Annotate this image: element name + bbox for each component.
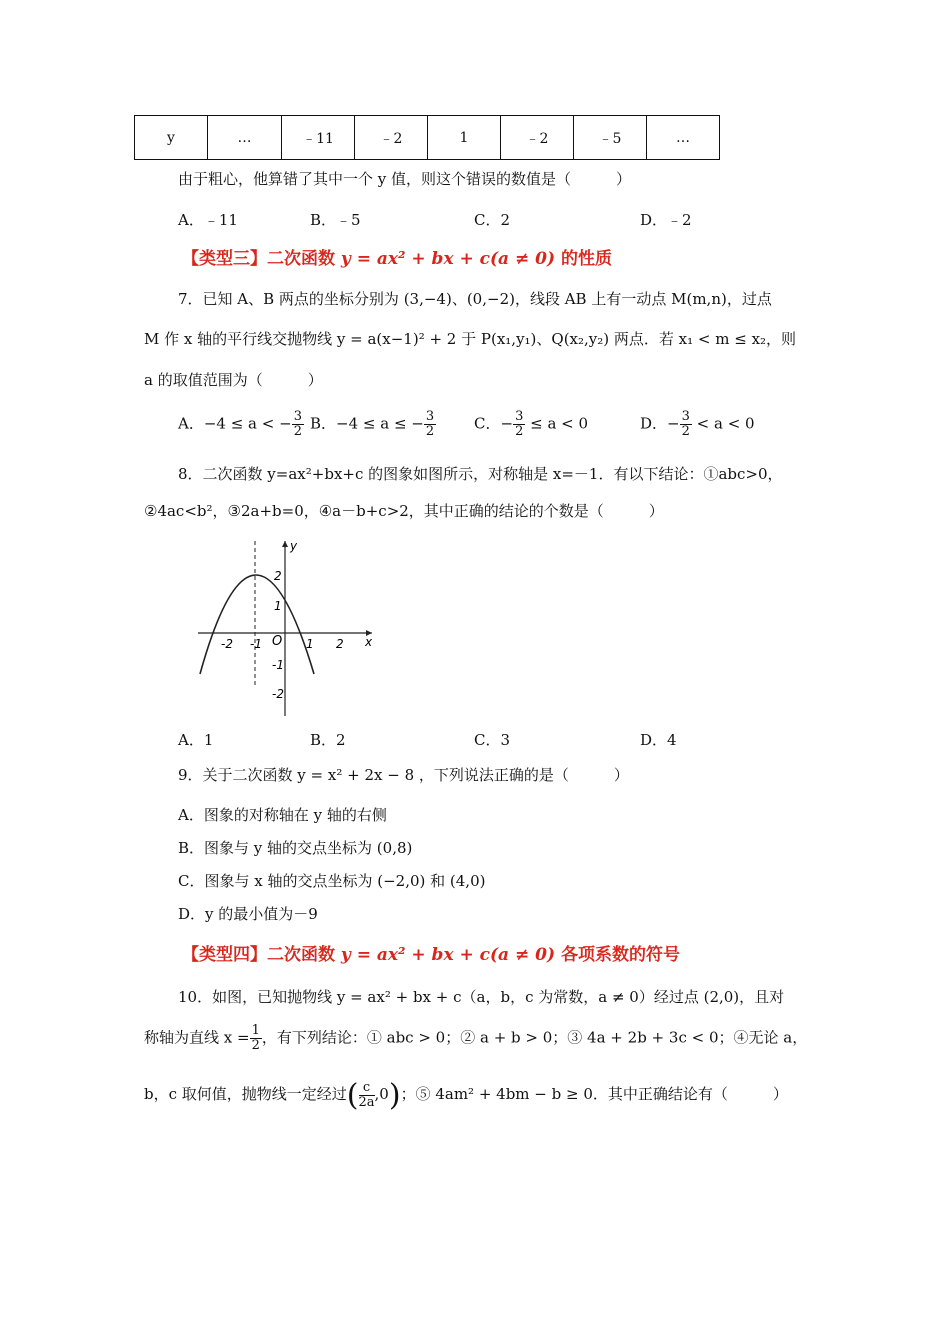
table-cell: 1	[428, 116, 501, 160]
question-9-stem: 9．关于二次函数 y = x² + 2x − 8 ，下列说法正确的是（ ）	[178, 766, 629, 784]
option-d: D．y 的最小值为－9	[178, 905, 318, 923]
fraction-num: c	[359, 1081, 375, 1096]
option-expr: −	[667, 414, 680, 433]
text-segment: b，c 取何值，抛物线一定经过	[144, 1085, 347, 1103]
paren-open: (	[346, 1078, 359, 1113]
table-cell: ﹣2	[355, 116, 428, 160]
question-10-line-1: 10．如图，已知抛物线 y = ax² + bx + c（a，b，c 为常数，a ≠ 0）经过点 (2,0)，且对	[178, 988, 785, 1006]
question-10-line-3	[144, 1078, 788, 1113]
value-table	[134, 115, 720, 160]
fraction-den: 2	[251, 1038, 260, 1053]
table-cell: y	[135, 116, 208, 160]
text-segment: ；⑤ 4am² + 4bm − b ≥ 0．其中正确结论有（ ）	[400, 1085, 788, 1103]
option-a: A．图象的对称轴在 y 轴的右侧	[178, 806, 387, 824]
option-a	[178, 410, 304, 439]
axis-label: y	[290, 539, 298, 553]
tick-label: -2	[221, 637, 233, 651]
tick-label: 1	[274, 599, 282, 613]
heading-prefix: 【类型三】二次函数	[182, 249, 341, 269]
fraction-num: 3	[293, 409, 302, 424]
parabola-graph	[190, 536, 380, 718]
section-heading-type3	[182, 244, 612, 269]
heading-prefix: 【类型四】二次函数	[182, 945, 341, 965]
fraction	[359, 1081, 375, 1110]
tick-label: -1	[250, 637, 262, 651]
option-b: B．2	[310, 731, 346, 749]
fraction	[250, 1024, 262, 1053]
option-expr-tail: ≤ a < 0	[525, 414, 589, 433]
option-label: D．	[640, 414, 668, 433]
option-c: C．2	[474, 211, 511, 229]
axis-label: x	[365, 635, 373, 649]
fraction	[424, 410, 436, 439]
option-d: D．4	[640, 731, 677, 749]
table-cell: ﹣11	[282, 116, 355, 160]
fraction-num: 3	[425, 409, 435, 424]
option-d	[640, 410, 755, 439]
text-segment: ,0	[374, 1085, 389, 1103]
fraction-den: 2	[425, 424, 435, 439]
option-d: D．﹣2	[640, 211, 692, 229]
text-segment: 称轴为直线 x =	[144, 1028, 250, 1047]
question-10-line-2	[144, 1024, 807, 1053]
fraction	[680, 410, 692, 439]
tick-label: -1	[272, 658, 284, 672]
fraction-num: 3	[681, 409, 690, 424]
fraction-den: 2	[515, 424, 524, 439]
option-expr: −4 ≤ a ≤ −	[336, 414, 424, 433]
option-b: B．﹣5	[310, 211, 361, 229]
paren-close: )	[388, 1078, 401, 1113]
question-7-line-3: a 的取值范围为（ ）	[144, 371, 323, 389]
table-row	[135, 116, 720, 160]
y-axis-arrow	[282, 541, 288, 547]
table-cell: …	[208, 116, 282, 160]
question-8-line-1: 8．二次函数 y=ax²+bx+c 的图象如图所示，对称轴是 x=－1．有以下结论：①abc>0，	[178, 465, 783, 483]
fraction	[292, 410, 304, 439]
table-cell: ﹣5	[574, 116, 647, 160]
heading-formula: y = ax² + bx + c(a ≠ 0)	[340, 945, 556, 965]
text-segment: ，有下列结论：① abc > 0；② a + b > 0；③ 4a + 2b + 3c < 0；④无论 a，	[261, 1028, 808, 1047]
heading-suffix: 各项系数的符号	[555, 945, 680, 965]
tick-label: 1	[306, 637, 314, 651]
heading-suffix: 的性质	[555, 249, 612, 269]
section-heading-type4	[182, 940, 680, 965]
option-b	[310, 410, 436, 439]
question-6-stem: 由于粗心，他算错了其中一个 y 值，则这个错误的数值是（ ）	[178, 170, 632, 188]
option-c	[474, 410, 588, 439]
fraction-num: 3	[515, 409, 524, 424]
table-cell: …	[647, 116, 720, 160]
option-b: B．图象与 y 轴的交点坐标为 (0,8)	[178, 839, 413, 857]
fraction-num: 1	[251, 1023, 260, 1038]
question-8-line-2: ②4ac<b²，③2a+b=0，④a－b+c>2，其中正确的结论的个数是（ ）	[144, 502, 664, 520]
option-expr-tail: < a < 0	[691, 414, 755, 433]
option-a: A．1	[178, 731, 214, 749]
question-7-line-2: M 作 x 轴的平行线交抛物线 y = a(x−1)² + 2 于 P(x₁,y₁)、Q(x₂,y₂) 两点．若 x₁ < m ≤ x₂，则	[144, 330, 797, 348]
option-a: A．﹣11	[178, 211, 238, 229]
heading-formula: y = ax² + bx + c(a ≠ 0)	[340, 249, 556, 269]
tick-label: 2	[336, 637, 344, 651]
option-label: C．	[474, 414, 501, 433]
fraction-den: 2	[681, 424, 690, 439]
fraction-den: 2a	[358, 1094, 375, 1110]
tick-label: -2	[272, 687, 284, 701]
option-c: C．3	[474, 731, 511, 749]
table-cell: ﹣2	[501, 116, 574, 160]
option-expr: −4 ≤ a < −	[203, 414, 292, 433]
option-label: B．	[310, 414, 337, 433]
option-expr: −	[500, 414, 514, 433]
option-label: A．	[178, 414, 204, 433]
option-c: C．图象与 x 轴的交点坐标为 (−2,0) 和 (4,0)	[178, 872, 486, 890]
fraction-den: 2	[293, 424, 302, 439]
origin-label: O	[272, 634, 283, 649]
tick-label: 2	[274, 569, 282, 583]
fraction	[513, 410, 525, 439]
parabola-curve	[200, 575, 314, 674]
question-7-line-1: 7．已知 A、B 两点的坐标分别为 (3,−4)、(0,−2)，线段 AB 上有一动点 M(m,n)，过点	[178, 290, 772, 308]
